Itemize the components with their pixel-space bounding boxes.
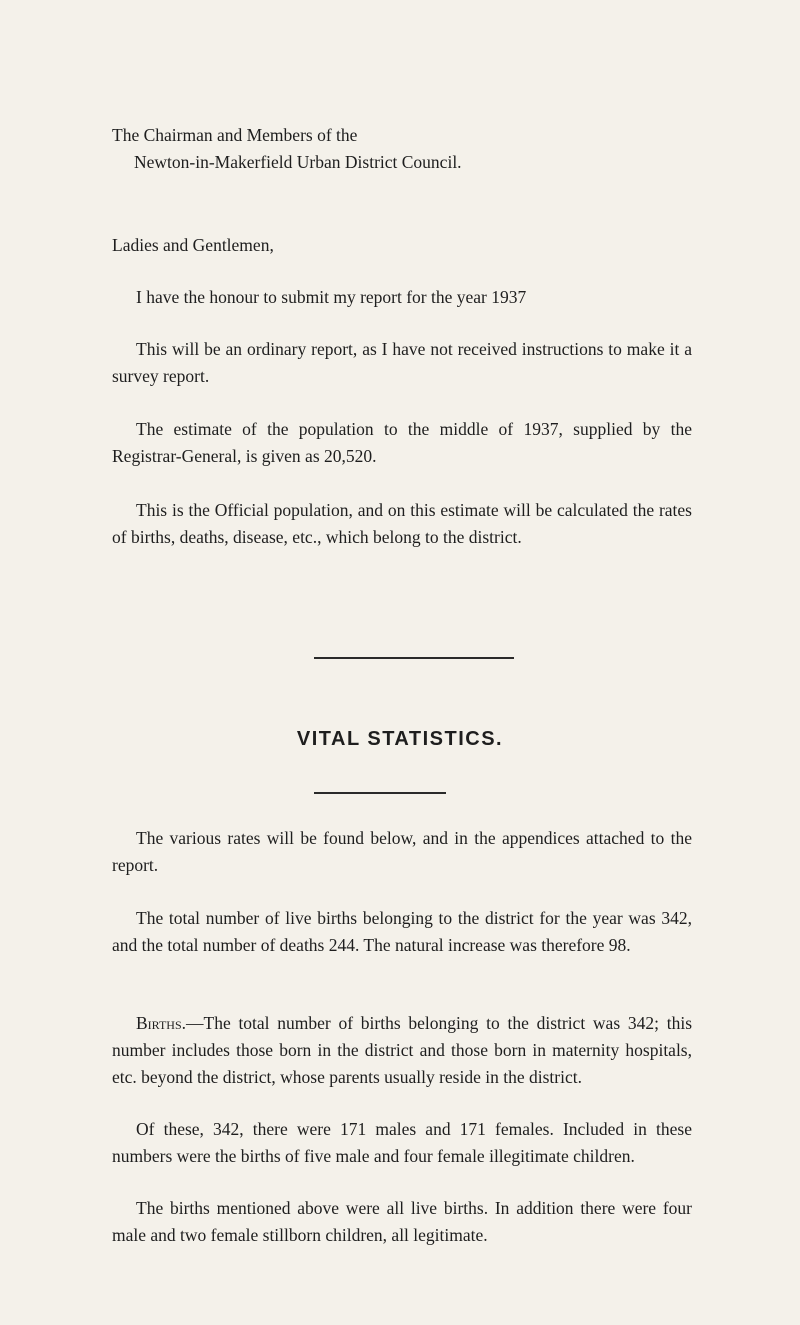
intro-paragraph-1: I have the honour to submit my report for the year 1937 [136, 287, 527, 307]
vital-paragraph-2: The total number of live births belonging to the district for the year was 342, and the total number of deaths 244. The natural increase was therefore 98. [112, 908, 692, 955]
births-paragraph [112, 1010, 692, 1091]
intro-paragraph-3: The estimate of the population to the middle of 1937, supplied by the Registrar-General, is given as 20,520. [112, 419, 692, 466]
divider-rule-top [314, 657, 514, 659]
births-label: Births. [136, 1013, 186, 1033]
section-title: VITAL STATISTICS. [296, 728, 504, 750]
address-line-1: The Chairman and Members of the [112, 125, 358, 145]
address-line-2: Newton-in-Makerfield Urban District Council. [134, 152, 462, 172]
divider-rule-bottom [314, 792, 446, 794]
intro-paragraph-4: This is the Official population, and on this estimate will be calculated the rates of births, deaths, disease, etc., which belong to the district. [112, 500, 692, 547]
closing-paragraph-1: Of these, 342, there were 171 males and 171 females. Included in these numbers were the births of five male and four female illegitimate children. [112, 1119, 692, 1166]
vital-paragraph-1: The various rates will be found below, and in the appendices attached to the report. [112, 828, 692, 875]
closing-paragraph-2: The births mentioned above were all live births. In addition there were four male and two female stillborn children, all legitimate. [112, 1198, 692, 1245]
intro-paragraph-2: This will be an ordinary report, as I have not received instructions to make it a survey report. [112, 339, 692, 386]
salutation: Ladies and Gentlemen, [112, 235, 274, 255]
births-text: —The total number of births belonging to the district was 342; this number includes those born in the district and those born in maternity hospitals, etc. beyond the district, whose parents usually reside in the district. [112, 1013, 692, 1087]
